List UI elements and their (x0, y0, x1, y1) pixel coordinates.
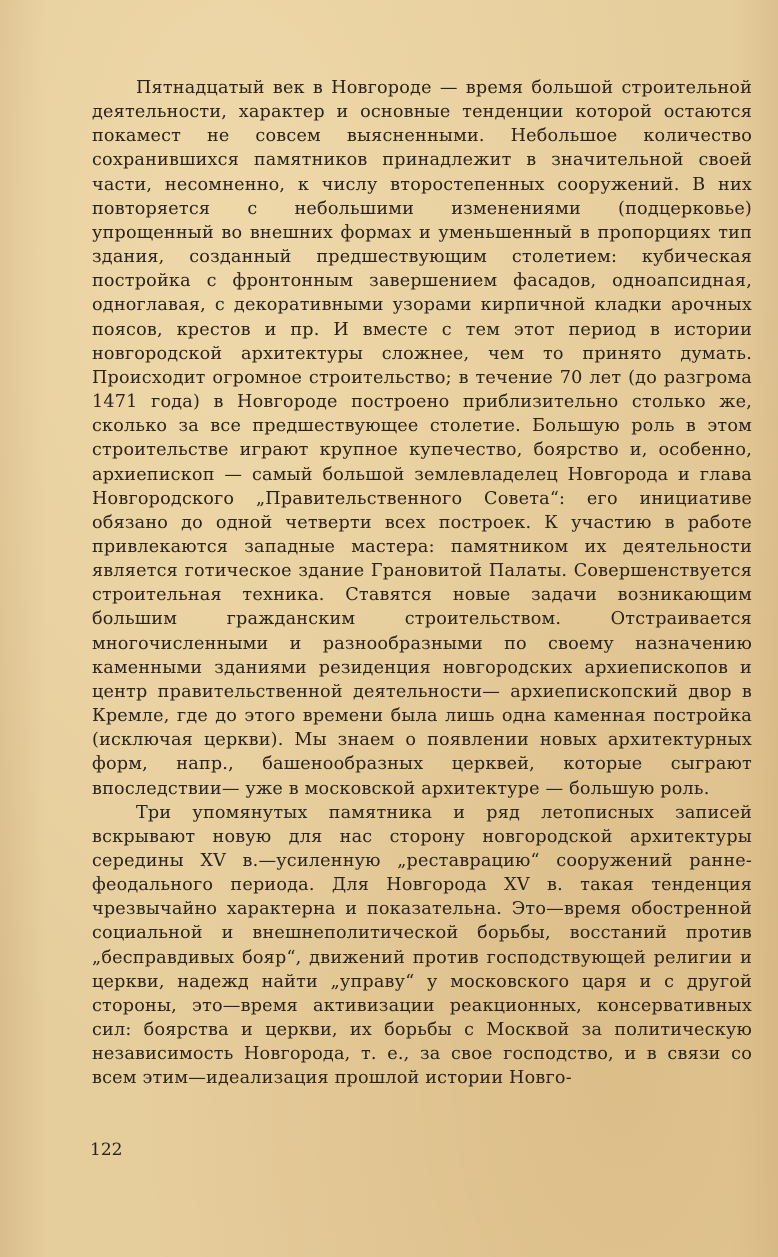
body-text (92, 76, 752, 1091)
page-number: 122 (90, 1140, 123, 1160)
paragraph-2: Три упомянутых памятника и ряд летописных записей вскрывают новую для нас сторону новгородской архитектуры середины XV в.—усиленную „реставрацию“ сооружений ранне-феодального периода. Для Новгорода XV в. такая тенденция чрезвычайно характерна и показательна. Это—время обостренной социальной и внешнеполитической борьбы, восстаний против „бесправдивых бояр“, движений против господствующей религии и церкви, надежд найти „управу“ у московского царя и с другой стороны, это—время активизации реакционных, консервативных сил: боярства и церкви, их борьбы с Москвой за политическую независимость Новгорода, т. е., за свое господство, и в связи со всем этим—идеализация прошлой истории Новго- (92, 802, 752, 1089)
paragraph-1: Пятнадцатый век в Новгороде — время большой строительной деятельности, характер и основные тенденции которой остаются покамест не совсем выясненными. Небольшое количество сохранившихся памятников принадлежит в значительной своей части, несомненно, к числу второстепенных сооружений. В них повторяется с небольшими изменениями (подцерковье) упрощенный во внешних формах и уменьшенный в пропорциях тип здания, созданный предшествующим столетием: кубическая постройка с фронтонным завершением фасадов, одноапсидная, одноглавая, с декоративными узорами кирпичной кладки арочных поясов, крестов и пр. И вместе с тем этот период в истории новгородской архитектуры сложнее, чем то принято думать. Происходит огромное строительство; в течение 70 лет (до разгрома 1471 года) в Новгороде построено приблизительно столько же, сколько за все предшествующее столетие. Большую роль в этом строительстве играют крупное купечество, боярство и, особенно, архиепископ — самый большой землевладелец Новгорода и глава Новгородского „Правительственного Совета“: его инициативе обязано до одной четверти всех построек. К участию в работе привлекаются западные мастера: памятником их деятельности является готическое здание Грановитой Палаты. Совершенствуется строительная техника. Ставятся новые задачи возникающим большим гражданским строительством. Отстраивается многочисленными и разнообразными по своему назначению каменными зданиями резиденция новгородских архиепископов и центр правительственной деятельности— архиепископский двор в Кремле, где до этого времени была лишь одна каменная постройка (исключая церкви). Мы знаем о появлении новых архитектурных форм, напр., башенообразных церквей, которые сыграют впоследствии— уже в московской архитектуре — большую роль. (92, 78, 752, 799)
